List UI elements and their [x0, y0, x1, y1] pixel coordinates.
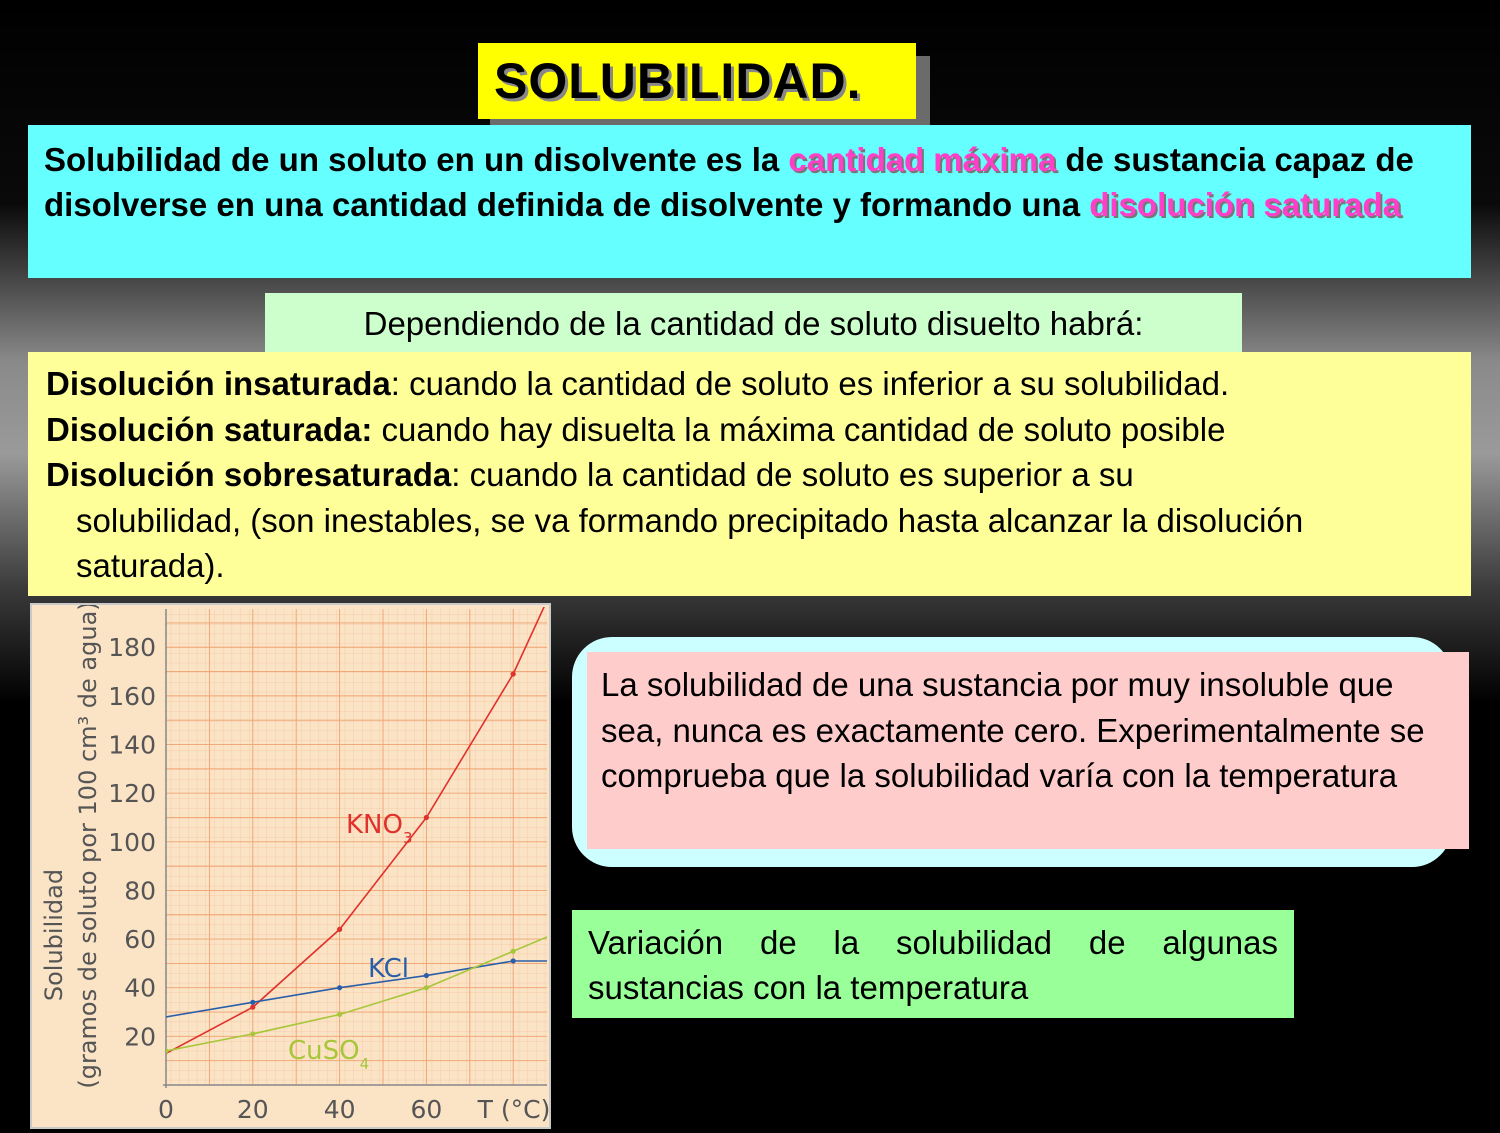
solubility-chart	[30, 603, 551, 1129]
data-point-kno3	[424, 815, 429, 820]
type-sobresaturada	[46, 452, 1453, 498]
y-axis-label-units: (gramos de soluto por 100 cm³ de agua)	[74, 605, 102, 1089]
series-label-kcl: KCl	[368, 954, 410, 984]
data-point-cuso4	[250, 1031, 255, 1036]
chart-caption-box: Variación de la solubilidad de algunas sustancias con la temperatura	[572, 910, 1294, 1018]
definition-text: Solubilidad de un soluto en un disolvente es la	[44, 141, 789, 178]
note-box: La solubilidad de una sustancia por muy insoluble que sea, nunca es exactamente cero. Experimentalmente se comprueba que la solubilidad varía con la temperatura	[587, 652, 1469, 849]
type-saturada	[46, 407, 1453, 453]
chart-svg	[32, 605, 549, 1127]
type-term: Disolución sobresaturada	[46, 456, 452, 493]
data-point-kcl	[250, 1000, 255, 1005]
type-insaturada	[46, 361, 1453, 407]
y-tick-label: 100	[108, 827, 156, 857]
y-tick-label: 40	[124, 973, 156, 1003]
series-label-cuso4: CuSO$_4$	[288, 1036, 370, 1073]
y-tick-label: 60	[124, 925, 156, 955]
highlight-cantidad-maxima: cantidad máxima	[788, 141, 1057, 178]
y-tick-label: 80	[124, 876, 156, 906]
data-point-kno3	[337, 927, 342, 932]
types-box	[28, 352, 1471, 596]
type-term: Disolución saturada:	[46, 410, 373, 448]
data-point-kcl	[511, 958, 516, 963]
x-tick-label: 40	[323, 1095, 356, 1124]
data-point-kcl	[424, 973, 429, 978]
x-tick-label: 60	[410, 1095, 443, 1124]
type-sobresaturada-continuation: solubilidad, (son inestables, se va formando precipitado hasta alcanzar la disolución saturada).	[76, 501, 1304, 584]
depends-box: Dependiendo de la cantidad de soluto disuelto habrá:	[265, 293, 1242, 355]
x-tick-label: 20	[236, 1095, 269, 1124]
x-axis-label: T (°C)	[477, 1095, 549, 1124]
data-point-cuso4	[511, 949, 516, 954]
y-tick-label: 160	[108, 681, 156, 711]
type-term: Disolución insaturada	[46, 365, 391, 402]
type-desc: cuando hay disuelta la máxima cantidad de soluto posible	[372, 410, 1226, 448]
type-desc: : cuando la cantidad de soluto es superior a su	[451, 456, 1134, 493]
data-point-cuso4	[424, 985, 429, 990]
slide-title: SOLUBILIDAD.	[478, 43, 916, 119]
highlight-disolucion-saturada: disolución saturada	[1089, 186, 1401, 223]
data-point-kno3	[511, 671, 516, 676]
data-point-cuso4	[337, 1012, 342, 1017]
definition-text-2: de sustancia capaz de disolverse en una cantidad definida de disolvente y formando una	[44, 141, 1414, 223]
grid-background	[164, 609, 547, 1086]
definition-box	[28, 125, 1471, 278]
y-tick-label: 20	[124, 1022, 156, 1052]
series-label-kno3: $KNO_3$	[346, 810, 413, 847]
y-tick-label: 120	[108, 779, 156, 809]
y-tick-label: 180	[108, 633, 156, 663]
y-axis-label: Solubilidad	[40, 868, 68, 1002]
data-point-kcl	[337, 985, 342, 990]
data-point-kno3	[250, 1005, 255, 1010]
y-tick-label: 140	[108, 730, 156, 760]
type-desc: : cuando la cantidad de soluto es inferior a su solubilidad.	[390, 365, 1230, 402]
x-tick-label: 0	[158, 1095, 174, 1124]
